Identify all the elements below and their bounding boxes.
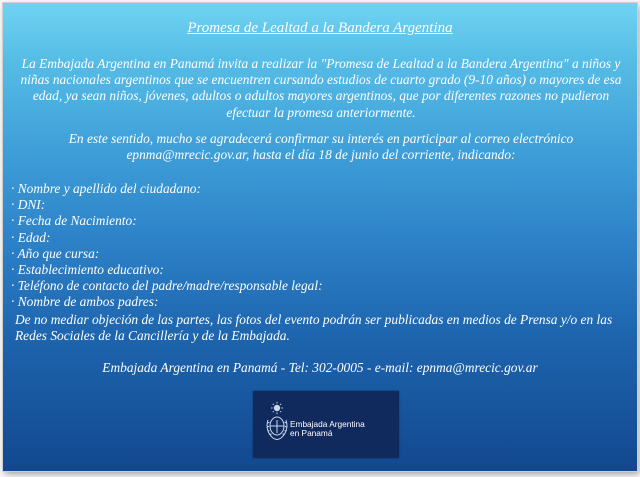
list-item: · Edad: xyxy=(11,229,51,245)
intro-line: efectuar la promesa anteriormente. xyxy=(226,104,416,120)
intro-line: edad, ya sean niños, jóvenes, adultos o adultos mayores argentinos, que por diferentes razones no pudieron xyxy=(32,88,610,104)
list-item: · Establecimiento educativo: xyxy=(11,262,164,278)
list-item: · Nombre de ambos padres: xyxy=(11,294,159,310)
list-item: · DNI: xyxy=(11,197,46,213)
notice-line: Redes Sociales de la Cancillería y de la Embajada. xyxy=(15,328,290,344)
list-item: · Año que cursa: xyxy=(11,245,100,261)
logo-line-2: en Panamá xyxy=(290,428,333,438)
notice-line: De no mediar objeción de las partes, las fotos del evento podrán ser publicadas en medios de Prensa y/o en las xyxy=(15,312,613,327)
national-seal-icon xyxy=(263,400,291,446)
confirm-line: En este sentido, mucho se agradecerá confirmar su interés en participar al correo electrónico xyxy=(68,131,574,146)
notice-paragraph xyxy=(15,312,629,344)
list-item: · Teléfono de contacto del padre/madre/responsable legal: xyxy=(11,278,323,294)
list-item: · Fecha de Nacimiento: xyxy=(11,213,137,229)
required-info-list xyxy=(11,181,621,311)
logo-line-1: Embajada Argentina xyxy=(290,419,365,429)
confirm-paragraph xyxy=(13,131,629,163)
invitation-title: Promesa de Lealtad a la Bandera Argentina xyxy=(187,20,453,36)
confirm-line: epnma@mrecic.gov.ar, hasta el día 18 de junio del corriente, indicando: xyxy=(126,147,516,163)
intro-line: La Embajada Argentina en Panamá invita a realizar la "Promesa de Lealtad a la Bandera Argentina" a niños y xyxy=(21,56,621,71)
intro-paragraph xyxy=(13,56,629,121)
contact-footer: Embajada Argentina en Panamá - Tel: 302-0005 - e-mail: epnma@mrecic.gov.ar xyxy=(102,360,538,375)
invitation-card xyxy=(3,3,637,471)
intro-line: niñas nacionales argentinos que se encuentren cursando estudios de cuarto grado (9-10 años) o mayores de esa xyxy=(20,72,622,88)
embassy-logo xyxy=(253,391,399,458)
list-item: · Nombre y apellido del ciudadano: xyxy=(11,181,201,196)
